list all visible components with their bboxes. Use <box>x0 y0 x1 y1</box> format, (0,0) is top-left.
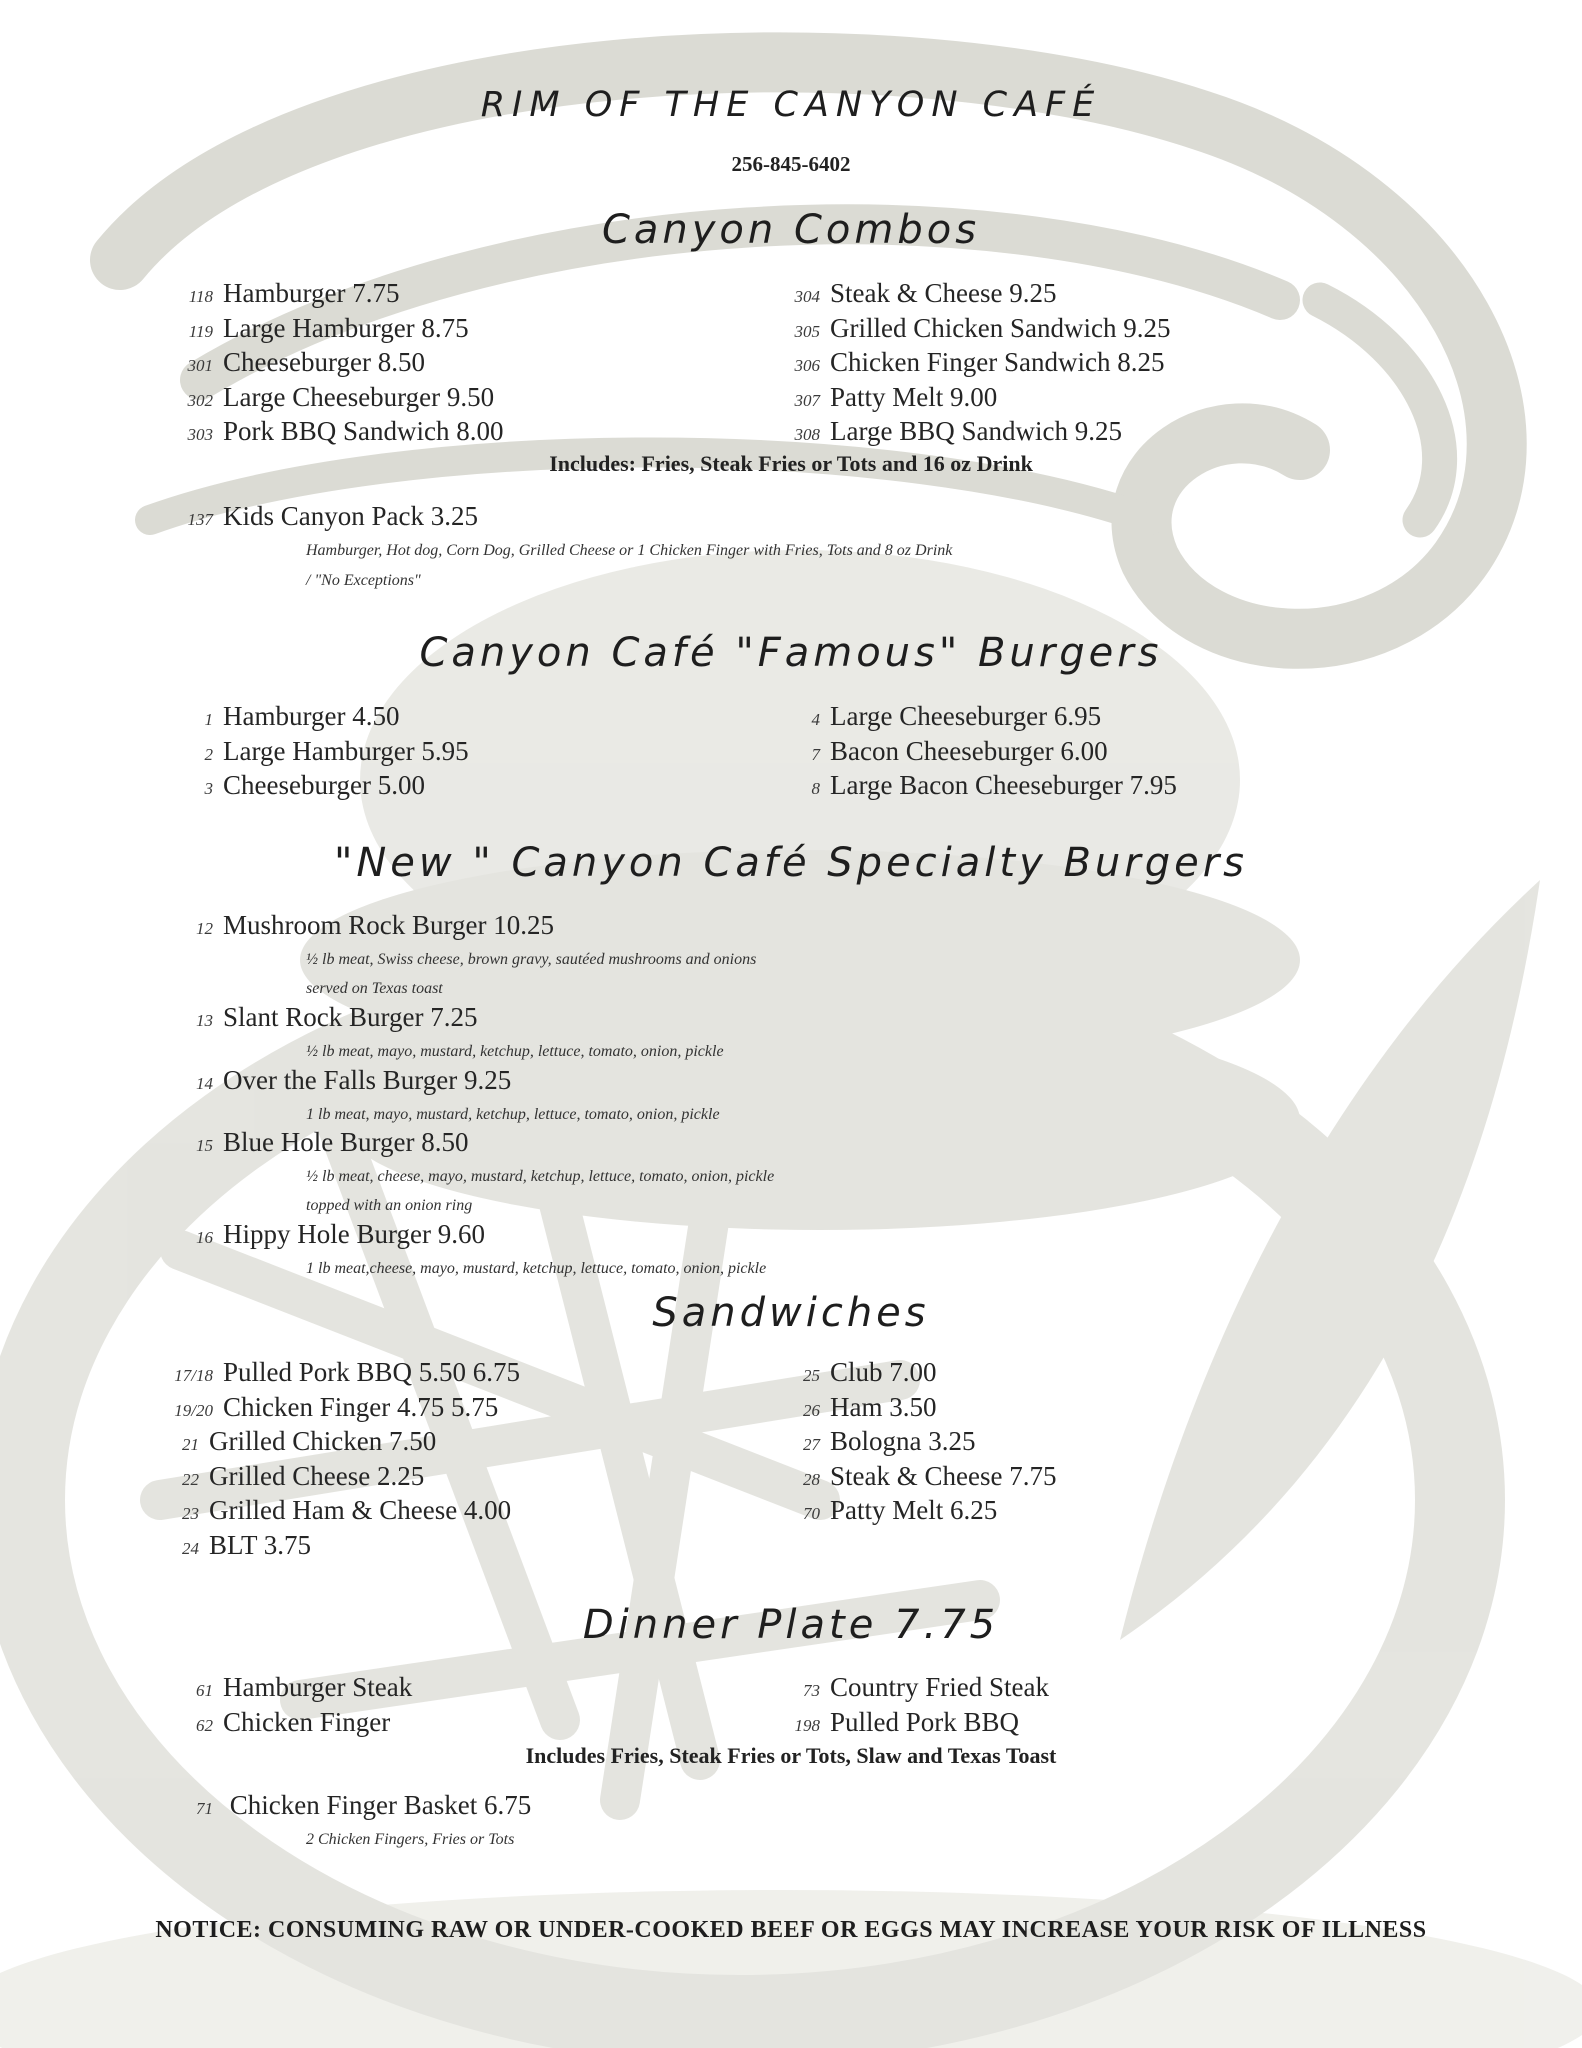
dinner-left-list <box>165 1670 412 1739</box>
item-description: 1 lb meat,cheese, mayo, mustard, ketchup, lettuce, tomato, onion, pickle <box>306 1260 767 1277</box>
combos-right-list <box>772 276 1170 449</box>
sandwiches-right-list <box>772 1355 1056 1528</box>
menu-item: 307 Patty Melt 9.00 <box>794 381 998 412</box>
menu-item: 304 Steak & Cheese 9.25 <box>794 278 1057 308</box>
item-description: topped with an onion ring <box>306 1197 473 1214</box>
kids-pack-description: Hamburger, Hot dog, Corn Dog, Grilled Cheese or 1 Chicken Finger with Fries, Tots and 8 oz Drink <box>306 542 953 559</box>
item-description: ½ lb meat, mayo, mustard, ketchup, lettuce, tomato, onion, pickle <box>306 1043 724 1060</box>
famous-left-list <box>165 699 469 803</box>
menu-item: 3 Cheeseburger 5.00 <box>204 770 425 800</box>
menu-item: 70 Patty Melt 6.25 <box>803 1495 998 1525</box>
menu-item: 4 Large Cheeseburger 6.95 <box>811 701 1102 731</box>
menu-item: 12 Mushroom Rock Burger 10.25 <box>196 910 554 940</box>
item-description: ½ lb meat, cheese, mayo, mustard, ketchup, lettuce, tomato, onion, pickle <box>306 1168 775 1185</box>
menu-item: 23 Grilled Ham & Cheese 4.00 <box>182 1495 512 1525</box>
combos-includes-note: Includes: Fries, Steak Fries or Tots and 16 oz Drink <box>549 451 1033 476</box>
section-heading-sandwiches: Sandwiches <box>652 1290 930 1336</box>
menu-item: 21 Grilled Chicken 7.50 <box>182 1426 437 1456</box>
menu-item: 1 Hamburger 4.50 <box>204 701 400 731</box>
health-notice: NOTICE: CONSUMING RAW OR UNDER-COOKED BEEF OR EGGS MAY INCREASE YOUR RISK OF ILLNESS <box>155 1917 1427 1943</box>
section-heading-dinner-plate: Dinner Plate 7.75 <box>582 1602 1000 1648</box>
menu-item: 25 Club 7.00 <box>803 1357 937 1387</box>
section-heading-combos: Canyon Combos <box>601 207 981 253</box>
menu-item: 119 Large Hamburger 8.75 <box>188 312 469 343</box>
dinner-right-list <box>772 1670 1049 1739</box>
menu-item: 8 Large Bacon Cheeseburger 7.95 <box>811 770 1177 800</box>
kids-pack-item: 137 Kids Canyon Pack 3.25 <box>187 501 478 531</box>
menu-item: 198 Pulled Pork BBQ <box>794 1706 1020 1737</box>
famous-right-list <box>772 699 1177 803</box>
combos-left-list <box>165 276 504 449</box>
chicken-finger-basket-item: 71 Chicken Finger Basket 6.75 <box>196 1790 532 1820</box>
menu-item: 27 Bologna 3.25 <box>803 1426 976 1456</box>
menu-item: 17/18 Pulled Pork BBQ 5.50 6.75 <box>174 1357 521 1387</box>
menu-item: 306 Chicken Finger Sandwich 8.25 <box>794 347 1165 377</box>
menu-item: 24 BLT 3.75 <box>182 1529 312 1560</box>
menu-item: 19/20 Chicken Finger 4.75 5.75 <box>174 1391 499 1422</box>
menu-item: 301 Cheeseburger 8.50 <box>187 347 425 377</box>
menu-item: 303 Pork BBQ Sandwich 8.00 <box>187 416 504 446</box>
restaurant-title: RIM OF THE CANYON CAFÉ <box>480 85 1102 125</box>
menu-item: 7 Bacon Cheeseburger 6.00 <box>811 735 1108 766</box>
menu-item: 22 Grilled Cheese 2.25 <box>182 1460 425 1491</box>
dinner-includes-note: Includes Fries, Steak Fries or Tots, Slaw and Texas Toast <box>525 1743 1057 1768</box>
sandwiches-left-list <box>151 1355 520 1562</box>
section-heading-specialty-burgers: "New " Canyon Café Specialty Burgers <box>333 840 1249 886</box>
menu-item: 118 Hamburger 7.75 <box>188 278 400 308</box>
menu-item: 308 Large BBQ Sandwich 9.25 <box>794 416 1122 446</box>
menu-item: 15 Blue Hole Burger 8.50 <box>196 1127 469 1157</box>
menu-item: 305 Grilled Chicken Sandwich 9.25 <box>794 312 1171 343</box>
menu-item: 62 Chicken Finger <box>196 1706 391 1737</box>
menu-item: 61 Hamburger Steak <box>196 1672 413 1702</box>
menu-item: 16 Hippy Hole Burger 9.60 <box>196 1219 485 1249</box>
section-heading-famous-burgers: Canyon Café "Famous" Burgers <box>419 630 1163 676</box>
item-description: 1 lb meat, mayo, mustard, ketchup, lettuce, tomato, onion, pickle <box>306 1106 720 1123</box>
menu-item: 302 Large Cheeseburger 9.50 <box>187 381 495 412</box>
item-description: 2 Chicken Fingers, Fries or Tots <box>306 1831 515 1848</box>
kids-pack-exceptions: / "No Exceptions" <box>306 572 421 589</box>
phone-number: 256-845-6402 <box>731 152 851 176</box>
menu-item: 2 Large Hamburger 5.95 <box>204 735 469 766</box>
menu-item: 13 Slant Rock Burger 7.25 <box>196 1002 478 1032</box>
menu-item: 14 Over the Falls Burger 9.25 <box>196 1065 512 1095</box>
menu-item: 26 Ham 3.50 <box>803 1391 937 1422</box>
menu-item: 28 Steak & Cheese 7.75 <box>803 1460 1057 1491</box>
item-description: ½ lb meat, Swiss cheese, brown gravy, sautéed mushrooms and onions <box>306 951 757 968</box>
menu-item: 73 Country Fried Steak <box>803 1672 1049 1702</box>
item-description: served on Texas toast <box>306 980 443 997</box>
